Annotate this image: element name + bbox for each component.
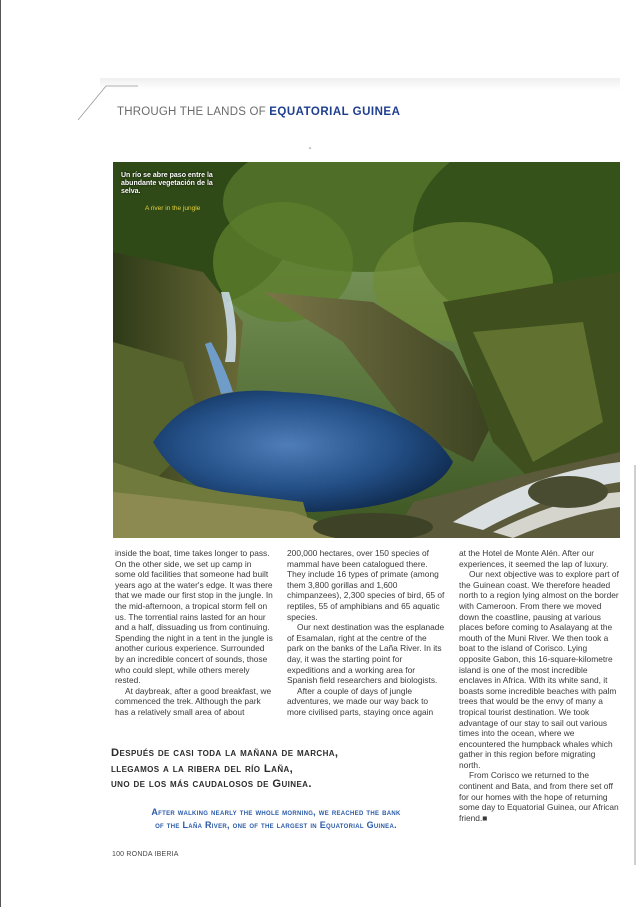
photo-caption-translation: A river in the jungle	[145, 205, 201, 212]
jungle-river-photo	[113, 162, 620, 538]
pullquote-line: After walking nearly the whole morning, we reached the bank	[151, 807, 401, 817]
pullquote-line: of the Laña River, one of the largest in Equatorial Guinea.	[155, 820, 397, 830]
article-column-1	[115, 548, 273, 718]
section-title-country: EQUATORIAL GUINEA	[269, 106, 401, 118]
paragraph: Our next objective was to explore part of the Guinean coast. We therefore headed north to a region lying almost on the border with Cameroon. From there we moved down the coastline, pausing at various places before coming to Asalayang at the mouth of the Muni River. We then took a boat to the island of Corisco. Lying opposite Gabon, this 16-square-kilometre island is one of the most incredible enclaves in Africa. With its white sand, it boasts some incredible beaches with palm trees that would be the envy of many a tropical tourist destination. We took advantage of our stay to sail out various times into the ocean, where we encountered the humpback whales which gather in this region before migrating north.	[459, 569, 619, 770]
page-speck: "	[309, 148, 312, 154]
paragraph: At daybreak, after a good breakfast, we commenced the trek. Although the park has a relatively small area of about	[115, 685, 272, 717]
pullquote-line: uno de los más caudalosos de Guinea.	[111, 778, 312, 790]
article-column-3	[459, 548, 619, 823]
article-column-2	[287, 548, 445, 718]
photo-caption: Un río se abre paso entre la abundante vegetación de la selva.	[121, 172, 213, 195]
scan-edge	[0, 0, 1, 907]
section-title	[117, 106, 400, 118]
paragraph: After a couple of days of jungle adventures, we made our way back to more civilised parts, staying once again	[287, 685, 434, 717]
paragraph: inside the boat, time takes longer to pass. On the other side, we set up camp in some old facilities that someone had built years ago at the water's edge. It was there that we made our first stop in the jungle. In the mid-afternoon, a tropical storm fell on us. The torrential rains lasted for an hour and a half, dissuading us from continuing. Spending the night in a tent in the jungle is another curious experience. Surrounded by an incredible concert of sounds, those who could slept, while others merely rested.	[115, 548, 273, 686]
paragraph: at the Hotel de Monte Alén. After our experiences, it seemed the lap of luxury.	[459, 548, 609, 569]
pullquote-line: llegamos a la ribera del río Laña,	[111, 762, 294, 775]
pullquote-line: Después de casi toda la mañana de marcha,	[111, 747, 339, 759]
page-folio: 100 RONDA IBERIA	[112, 851, 179, 858]
page-shade	[100, 78, 620, 90]
paragraph: From Corisco we returned to the continent and Bata, and from there set off for our homes with the hope of returning some day to Equatorial Guinea, our African friend.■	[459, 770, 619, 823]
pullquote-spanish	[111, 746, 441, 793]
paragraph: Our next destination was the esplanade of Esamalan, right at the centre of the park on the banks of the Laña River. In its day, it was the starting point for expeditions and a working area for Spanish field researchers and biologists.	[287, 622, 445, 686]
pullquote-english	[111, 806, 441, 832]
paragraph: 200,000 hectares, over 150 species of mammal have been catalogued there. They include 16 types of primate (among them 3,800 gorillas and 1,600 chimpanzees), 2,300 species of bird, 65 of reptiles, 55 of amphibians and 65 aquatic species.	[287, 548, 445, 622]
section-title-plain: THROUGH THE LANDS OF	[117, 106, 266, 118]
